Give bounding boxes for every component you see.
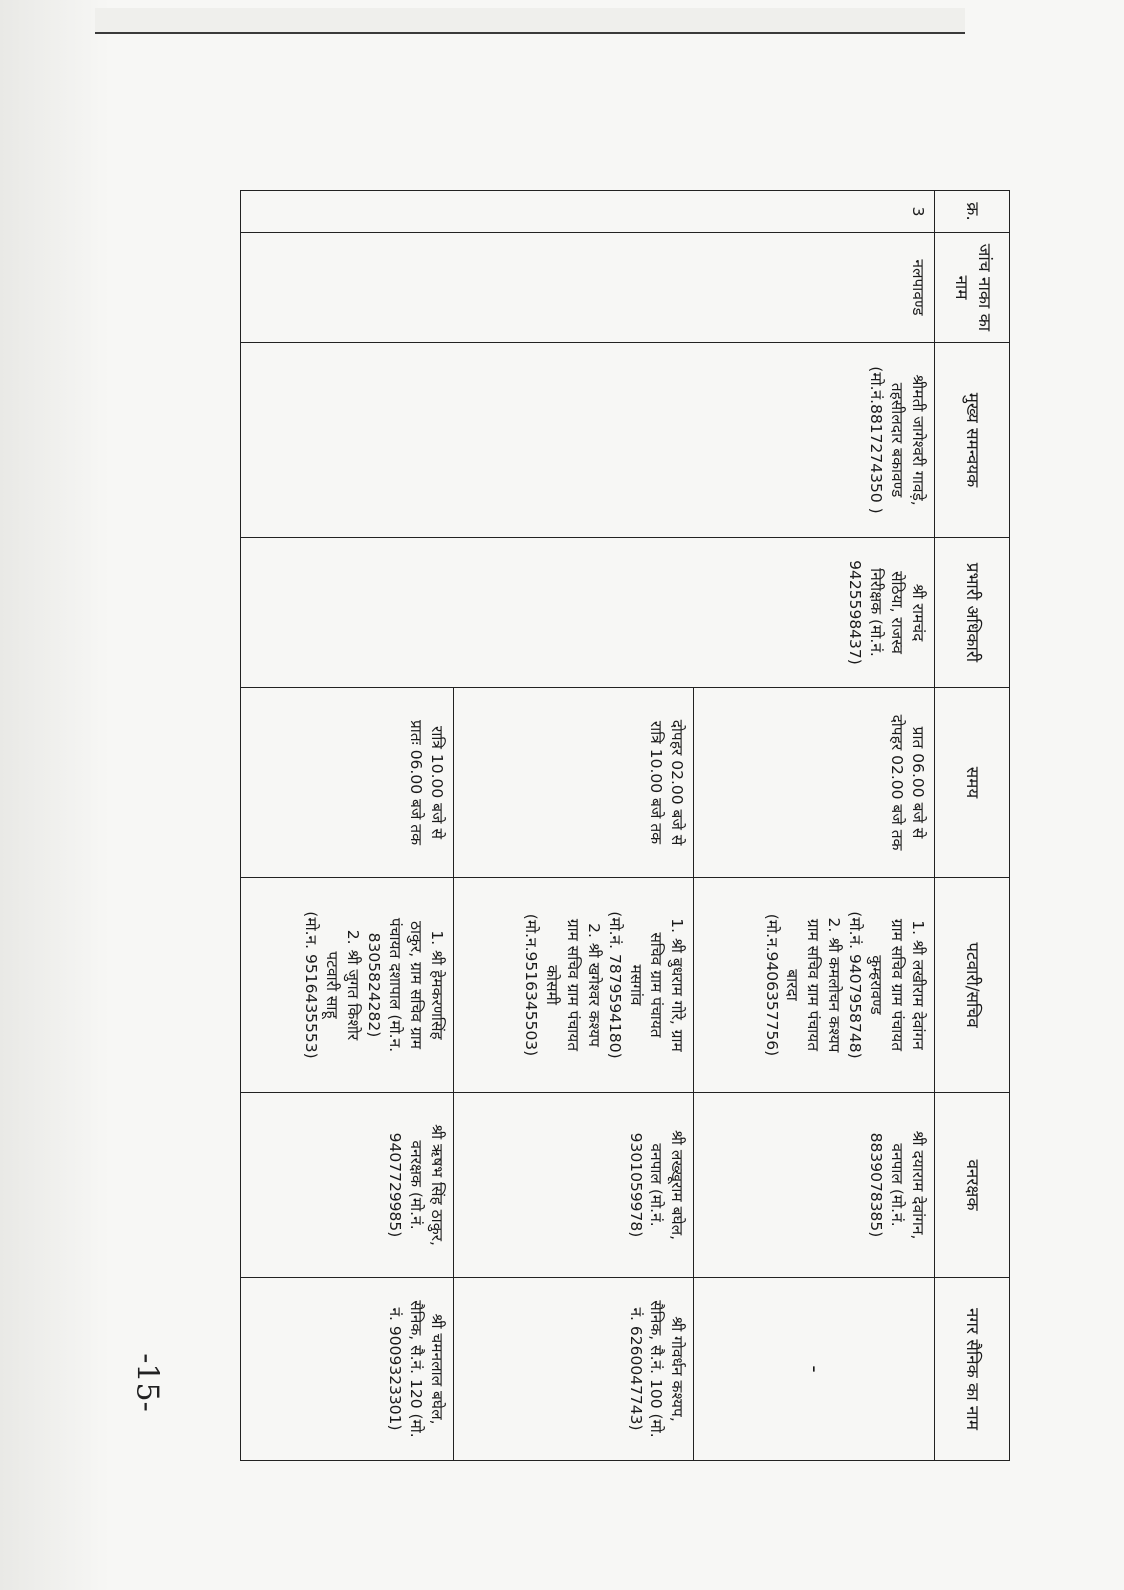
cell-line: तहसीलदार बकावण्ड <box>888 382 907 498</box>
cell-line: बारदा <box>783 969 802 1001</box>
cell-line: श्री रामचंद <box>909 583 927 642</box>
header-patwari: पटवारी/सचिव <box>935 878 1010 1093</box>
header-home-guard: नगर सैनिक का नाम <box>935 1278 1010 1461</box>
cell-line: सैनिक, सै.नं. 120 (मो. <box>406 1300 425 1438</box>
cell-line: वनपाल (मो.नं. <box>888 1143 907 1227</box>
forest-guard-cell <box>241 1093 454 1278</box>
officer-cell <box>241 538 935 688</box>
cell-line: (मो.नं. 9407958748) <box>846 911 865 1059</box>
cell-line: 2. श्री जुगत किशोर <box>344 929 363 1041</box>
time-cell <box>241 688 454 878</box>
cell-line: ग्राम सचिव ग्राम पंचायत <box>804 918 823 1052</box>
cell-line: 8305824282) <box>364 932 383 1038</box>
header-officer: प्रभारी अधिकारी <box>935 538 1010 688</box>
page-number-handwritten: -15- <box>129 1353 165 1412</box>
patwari-cell <box>453 878 694 1093</box>
home-guard-cell <box>241 1278 454 1461</box>
cell-line: ग्राम सचिव ग्राम पंचायत <box>563 918 582 1052</box>
cell-line: (मो.न.9406357756) <box>762 913 781 1057</box>
cell-line: 9301059978) <box>626 1132 645 1238</box>
cell-line: 1. श्री लखीराम देवांगन <box>909 920 927 1050</box>
cell-line: श्रीमती जागेश्वरी गावड़े, <box>909 374 927 506</box>
cell-line: ग्राम सचिव ग्राम पंचायत <box>888 918 907 1052</box>
cell-line: कोसमी <box>542 965 561 1005</box>
cell-line: श्री दयाराम देवांगन, <box>909 1130 927 1240</box>
cell-line: (मो.नं. 7879594180) <box>605 911 624 1059</box>
rotated-table-wrapper <box>240 190 1010 1460</box>
cell-line: - <box>802 1365 827 1373</box>
cell-line: प्रातः 06.00 बजे तक <box>406 719 425 846</box>
table-row <box>694 191 935 1461</box>
cell-line: दोपहर 02.00 बजे से <box>668 719 687 846</box>
cell-line: पटवारी साहू <box>323 951 342 1019</box>
cell-line: 1. श्री बुधराम गोरे, ग्राम <box>668 918 687 1052</box>
cell-line: 9407729985) <box>385 1132 404 1238</box>
cell-line: वनरक्षक (मो.नं. <box>406 1140 425 1230</box>
cell-line: 9425598437) <box>846 560 865 665</box>
cell-line: वनपाल (मो.नं. <box>647 1143 666 1227</box>
checkpoint-cell: नलपावण्ड <box>241 233 935 343</box>
cell-line: (मो.न.9516345503) <box>521 913 540 1057</box>
cell-line: श्री ऋषभ सिंह ठाकुर, <box>427 1124 446 1246</box>
cell-line: 8839078385) <box>867 1132 886 1238</box>
time-cell <box>453 688 694 878</box>
cell-line: सचिव ग्राम पंचायत <box>647 932 666 1038</box>
scan-shadow <box>0 0 110 1590</box>
duty-roster-table <box>240 190 1010 1461</box>
cell-line: रात्रि 10.00 बजे तक <box>647 720 666 845</box>
header-checkpoint: जांच नाका का नाम <box>935 233 1010 343</box>
cell-line: श्री लख्खूराम बघेल, <box>668 1129 687 1241</box>
cell-line: सैनिक, सै.नं. 100 (मो. <box>647 1300 666 1438</box>
cell-line: पंचायत दशापाल (मो.न. <box>385 917 404 1053</box>
cell-line: नं. 9009323301) <box>385 1307 404 1431</box>
scan-paper-edge <box>95 8 965 34</box>
cell-line: ठाकुर, ग्राम सचिव ग्राम <box>406 921 425 1049</box>
coordinator-cell <box>241 343 935 538</box>
cell-line: दोपहर 02.00 बजे तक <box>888 714 907 851</box>
cell-line: प्रात 06.00 बजे से <box>909 726 927 839</box>
time-cell <box>694 688 935 878</box>
cell-line: श्री गोवर्धन कश्यप, <box>668 1316 687 1422</box>
patwari-cell <box>241 878 454 1093</box>
home-guard-cell <box>694 1278 935 1461</box>
cell-line: 1. श्री हेमकरणसिंह <box>427 930 446 1040</box>
cell-line: कुम्हरावण्ड <box>867 955 886 1015</box>
cell-line: (मो.न. 9516435553) <box>302 911 321 1059</box>
header-serial: क्र. <box>935 191 1010 233</box>
cell-line: रात्रि 10.00 बजे से <box>427 726 446 839</box>
serial-cell: 3 <box>241 191 935 233</box>
header-row <box>935 191 1010 1461</box>
cell-line: (मो.नं.8817274350 ) <box>867 366 886 514</box>
cell-line: निरीक्षक (मो.नं. <box>867 568 886 657</box>
cell-line: 2. श्री खगेश्वर कश्यप <box>584 923 603 1047</box>
header-coordinator: मुख्य समन्वयक <box>935 343 1010 538</box>
cell-line: सेठिया, राजस्व <box>888 571 907 654</box>
header-forest-guard: वनरक्षक <box>935 1093 1010 1278</box>
cell-line: श्री चमनलाल बघेल, <box>427 1313 446 1425</box>
forest-guard-cell <box>453 1093 694 1278</box>
header-time: समय <box>935 688 1010 878</box>
cell-line: नं. 6260047743) <box>626 1307 645 1431</box>
forest-guard-cell <box>694 1093 935 1278</box>
patwari-cell <box>694 878 935 1093</box>
cell-line: मसगांव <box>626 964 645 1006</box>
cell-line: 2. श्री कमलोचन कश्यप <box>825 917 844 1053</box>
home-guard-cell <box>453 1278 694 1461</box>
